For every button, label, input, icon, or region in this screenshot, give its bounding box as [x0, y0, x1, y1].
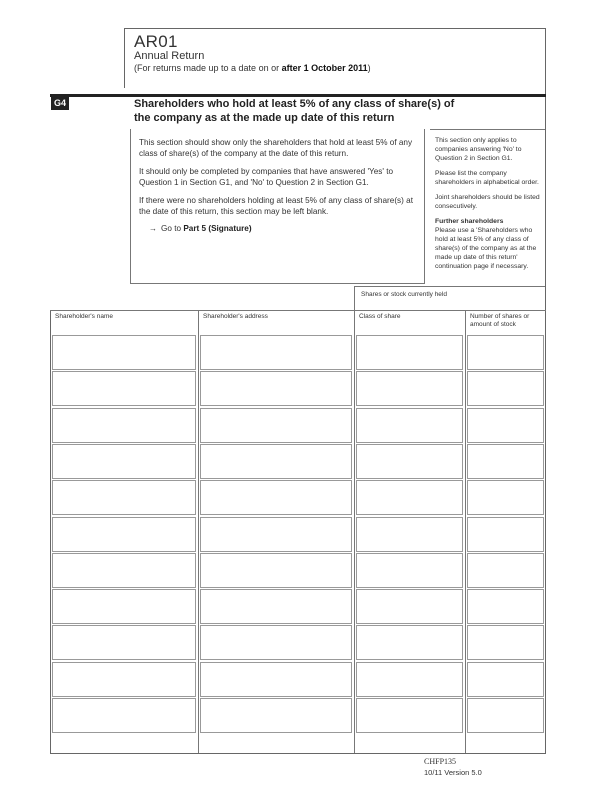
- sidebar-note-2: Please list the company shareholders in alphabetical order.: [435, 170, 539, 186]
- column-header-address: Shareholder's address: [203, 313, 268, 320]
- frame-left-top-border: [124, 28, 125, 88]
- sidebar-further-text: Please use a 'Shareholders who hold at least 5% of any class of share(s) of the company as at the made up date of this return' continuation page if necessary.: [435, 227, 537, 270]
- shareholder-name-field[interactable]: [52, 589, 196, 624]
- form-note-suffix: ): [367, 63, 371, 73]
- shares-group-header: Shares or stock currently held: [354, 286, 545, 310]
- guidance-sidebar: [430, 129, 545, 284]
- shareholder-address-field[interactable]: [200, 408, 352, 443]
- shareholder-name-field[interactable]: [52, 662, 196, 697]
- share-class-field[interactable]: [356, 553, 463, 588]
- form-note-date: after 1 October 2011: [281, 63, 368, 73]
- shareholder-name-field[interactable]: [52, 408, 196, 443]
- shareholder-address-field[interactable]: [200, 335, 352, 370]
- share-class-field[interactable]: [356, 517, 463, 552]
- instruction-paragraph-3: If there were no shareholders holding at least 5% of any class of share(s) at the date of this return, this section may be left blank.: [139, 196, 413, 216]
- form-name: Annual Return: [134, 50, 205, 62]
- share-amount-field[interactable]: [467, 371, 544, 406]
- share-amount-field[interactable]: [467, 698, 544, 733]
- instruction-paragraph-2: It should only be completed by companies that have answered 'Yes' to Question 1 in Section G1, and 'No' to Question 2 in Section G1.: [139, 167, 394, 187]
- column-divider: [465, 310, 466, 753]
- share-amount-field[interactable]: [467, 408, 544, 443]
- instruction-paragraph-1: This section should show only the shareholders that hold at least 5% of any class of share(s) of the company at the date of this return.: [139, 138, 413, 158]
- column-header-class: Class of share: [359, 313, 401, 320]
- shareholder-address-field[interactable]: [200, 625, 352, 660]
- share-class-field[interactable]: [356, 589, 463, 624]
- share-class-field[interactable]: [356, 662, 463, 697]
- section-title: Shareholders who hold at least 5% of any class of share(s) of the company as at the made up date of this return: [134, 98, 455, 124]
- column-header-name: Shareholder's name: [55, 313, 113, 320]
- sidebar-further-title: Further shareholders: [435, 218, 504, 225]
- share-amount-field[interactable]: [467, 553, 544, 588]
- shareholder-name-field[interactable]: [52, 335, 196, 370]
- share-amount-field[interactable]: [467, 335, 544, 370]
- shareholder-name-field[interactable]: [52, 553, 196, 588]
- share-class-field[interactable]: [356, 371, 463, 406]
- shareholder-name-field[interactable]: [52, 698, 196, 733]
- share-class-field[interactable]: [356, 408, 463, 443]
- shareholder-name-field[interactable]: [52, 517, 196, 552]
- frame-left-bottom-border: [50, 310, 51, 753]
- shareholder-address-field[interactable]: [200, 480, 352, 515]
- share-amount-field[interactable]: [467, 444, 544, 479]
- goto-instruction: [149, 224, 416, 233]
- goto-prefix: Go to: [161, 224, 184, 233]
- shareholder-address-field[interactable]: [200, 662, 352, 697]
- goto-target: Part 5 (Signature): [183, 224, 252, 233]
- frame-bottom-border: [50, 753, 546, 754]
- share-class-field[interactable]: [356, 480, 463, 515]
- sidebar-note-1: This section only applies to companies answering 'No' to Question 2 in Section G1.: [435, 137, 522, 162]
- share-amount-field[interactable]: [467, 480, 544, 515]
- share-class-field[interactable]: [356, 698, 463, 733]
- shareholder-address-field[interactable]: [200, 589, 352, 624]
- footer-form-code: CHFP135: [424, 757, 457, 766]
- share-class-field[interactable]: [356, 625, 463, 660]
- arrow-right-icon: →: [149, 224, 157, 233]
- form-note: [134, 63, 371, 73]
- share-amount-field[interactable]: [467, 517, 544, 552]
- share-class-field[interactable]: [356, 444, 463, 479]
- shareholder-address-field[interactable]: [200, 553, 352, 588]
- instructions-box: [130, 129, 425, 284]
- sidebar-note-3: Joint shareholders should be listed consecutively.: [435, 194, 540, 210]
- frame-right-border: [545, 28, 546, 753]
- footer-version: 10/11 Version 5.0: [424, 768, 482, 777]
- shareholder-address-field[interactable]: [200, 371, 352, 406]
- shareholder-address-field[interactable]: [200, 698, 352, 733]
- shareholder-name-field[interactable]: [52, 480, 196, 515]
- column-divider: [354, 310, 355, 753]
- frame-top-border: [124, 28, 545, 29]
- shareholder-name-field[interactable]: [52, 444, 196, 479]
- share-amount-field[interactable]: [467, 625, 544, 660]
- section-badge: G4: [51, 96, 69, 110]
- shareholder-name-field[interactable]: [52, 625, 196, 660]
- form-note-prefix: (For returns made up to a date on or: [134, 63, 282, 73]
- table-header-rule: [50, 310, 546, 311]
- form-code: AR01: [134, 32, 178, 51]
- shareholder-name-field[interactable]: [52, 371, 196, 406]
- column-divider: [198, 310, 199, 753]
- share-amount-field[interactable]: [467, 589, 544, 624]
- share-class-field[interactable]: [356, 335, 463, 370]
- share-amount-field[interactable]: [467, 662, 544, 697]
- shareholder-address-field[interactable]: [200, 517, 352, 552]
- shareholder-address-field[interactable]: [200, 444, 352, 479]
- column-header-number: Number of shares or amount of stock: [470, 313, 530, 328]
